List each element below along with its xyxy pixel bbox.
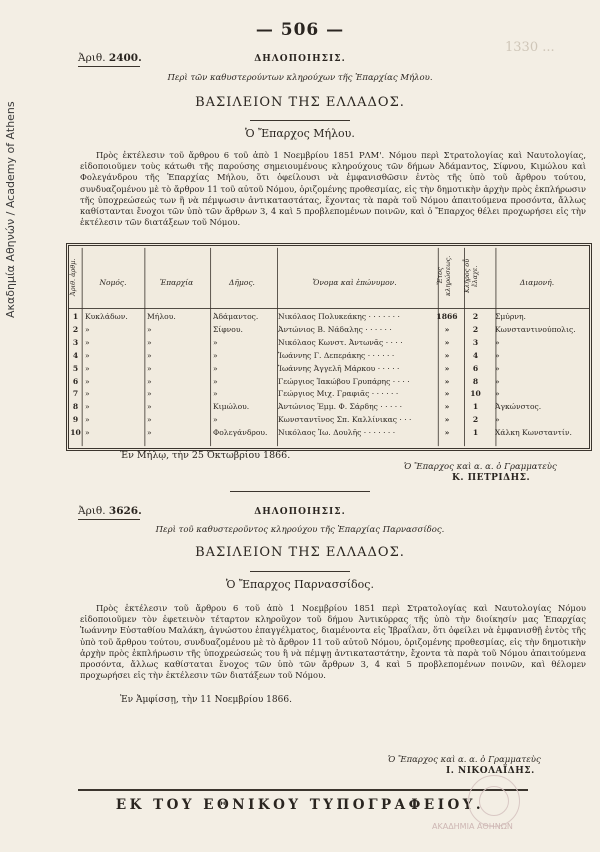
th-name: Ὄνομα καὶ ἐπώνυμον.: [312, 278, 397, 287]
table-row: [69, 389, 583, 402]
cell-name: Γεώργιος Ἰακώβου Γρυπάρης · · · ·: [278, 376, 410, 386]
notice2-signature-role: Ὁ Ἔπαρχος καὶ α. α. ὁ Γραμματεὺς: [388, 755, 541, 765]
cell-dimos: »: [213, 350, 218, 360]
cell-eparchia: Μήλου.: [147, 312, 176, 321]
table-row: [69, 415, 583, 428]
th-nomos: Νομός.: [99, 278, 127, 287]
cell-name: Νικόλαος Πολυκεάκης · · · · · · ·: [278, 312, 400, 321]
cell-kliros: 3: [472, 337, 479, 347]
cell-eparchia: »: [147, 324, 152, 334]
cell-nomos: »: [85, 415, 90, 425]
table-row: [69, 377, 583, 390]
th-dimos: Δῆμος.: [229, 278, 255, 287]
cell-serial: 7: [72, 389, 79, 399]
notice1-date: Ἐν Μήλῳ, τὴν 25 Ὀκτωβρίου 1866.: [120, 450, 291, 461]
cell-eparchia: »: [147, 389, 152, 399]
cell-name: Γεώργιος Μιχ. Γραφιᾶς · · · · · ·: [278, 389, 399, 399]
cell-dimos: »: [213, 376, 218, 386]
notice2-kingdom-heading: ΒΑΣΙΛΕΙΟΝ ΤΗΣ ΕΛΛΑΔΟΣ.: [195, 545, 405, 560]
cell-year: »: [444, 337, 450, 347]
notice1-number-underline: [78, 66, 140, 67]
cell-nomos: »: [85, 402, 90, 412]
cell-eparchia: »: [147, 363, 152, 373]
table-row: [69, 325, 583, 338]
printer-footer: ΕΚ ΤΟΥ ΕΘΝΙΚΟΥ ΤΥΠΟΓΡΑΦΕΙΟΥ.: [115, 797, 485, 813]
cell-year: »: [444, 376, 450, 386]
cell-kliros: 2: [472, 324, 479, 334]
cell-year: »: [444, 350, 450, 360]
cell-eparchia: »: [147, 415, 152, 425]
academy-stamp-inner-ring: [479, 786, 509, 816]
cell-year: »: [444, 324, 450, 334]
notice1-title: ΔΗΛΟΠΟΙΗΣΙΣ.: [254, 54, 346, 64]
notice1-signature-name: Κ. ΠΕΤΡΙΔΗΣ.: [452, 473, 531, 483]
notice2-number-label: Ἀριθ.: [78, 505, 106, 517]
cell-name: Νικόλαος Ἰω. Δουλῆς · · · · · · ·: [278, 428, 396, 438]
th-eparchia: Ἐπαρχία: [159, 278, 194, 287]
table-row: [69, 338, 583, 351]
cell-kliros: 2: [472, 415, 479, 425]
cell-diamoni: »: [495, 389, 500, 399]
notice1-kingdom-heading: ΒΑΣΙΛΕΙΟΝ ΤΗΣ ΕΛΛΑΔΟΣ.: [195, 95, 405, 110]
cell-nomos: »: [85, 350, 90, 360]
notice2-number-value: 3626.: [108, 505, 142, 517]
notice1-number-label: Ἀριθ.: [78, 52, 106, 64]
table-row: [69, 364, 583, 377]
cell-diamoni: »: [495, 350, 500, 360]
cell-kliros: 6: [472, 363, 479, 373]
cell-serial: 6: [72, 376, 79, 386]
cell-dimos: Σίφνου.: [213, 324, 243, 334]
cell-kliros: 8: [472, 376, 479, 386]
cell-year: »: [444, 389, 450, 399]
cell-eparchia: »: [147, 350, 152, 360]
archive-credit: Ακαδημία Αθηνών / Academy of Athens: [4, 101, 17, 319]
cell-dimos: »: [213, 389, 218, 399]
table-row: [69, 351, 583, 364]
cell-year: »: [444, 402, 450, 412]
cell-nomos: »: [85, 324, 90, 334]
notice2-title: ΔΗΛΟΠΟΙΗΣΙΣ.: [254, 507, 346, 517]
notice1-signature-role: Ὁ Ἔπαρχος καὶ α. α. ὁ Γραμματεὺς: [404, 462, 557, 472]
cell-kliros: 1: [472, 428, 479, 438]
cell-diamoni: Κωνσταντινούπολις.: [495, 324, 576, 334]
notice1-rule: [250, 120, 350, 121]
notice1-subtitle: Περὶ τῶν καθυστερούντων κληρούχων τῆς Ἐπαρχίας Μήλου.: [167, 73, 433, 83]
cell-diamoni: »: [495, 363, 500, 373]
notice2-body: Πρὸς ἐκτέλεσιν τοῦ ἄρθρου 6 τοῦ ἀπὸ 1 Νοεμβρίου 1851 περὶ Στρατολογίας καὶ Ναυτολογίας Νόμου εἰδοποιοῦμεν τὸν ἐφετεινὸν τέταρτον κληροῦχον τοῦ δήμου Ἀντικύρρας τῆς ὑπὸ τὴν διοίκησίν μας Ἐπαρχίας Ἰωάννην Εὐσταθίου Μαλάκη, ἀγνώστου ἐπαγγέλματος, διαμένοντα εἰς Ἰβραΐλαν, ὅτι ὀφείλει νὰ ἐμφανισθῇ ἐντὸς τῆς ὑπὸ τοῦ ἄρθρου τούτου, συνδυαζομένου μὲ τὸ ἄρθρον 11 τοῦ αὐτοῦ Νόμου, ὁριζομένης προθεσμίας, εἰς τὴν δημοτικὴν ἀρχὴν πρὸς ἐκπλήρωσιν τῆς ὑποχρεώσεώς του ἢ νὰ πέμψῃ ἀντικαταστάτην, ἔχοντα τὰ παρὰ τοῦ Νόμου ἀπαιτούμενα προσόντα, ἄλλως καθίσταται ἔνοχος τῶν ὑπὸ τῶν ἄρθρων 3, 4 καὶ 5 προβλεπομένων ποινῶν, καὶ θέλομεν προχωρήσει εἰς τὴν ἐκτέλεσιν τῶν διατάξεων τοῦ Νόμου.: [80, 603, 586, 681]
notice1-table: [66, 243, 592, 451]
cell-serial: 8: [72, 402, 79, 412]
cell-nomos: »: [85, 428, 90, 438]
cell-nomos: Κυκλάδων.: [85, 312, 128, 321]
cell-diamoni: »: [495, 415, 500, 425]
cell-nomos: »: [85, 337, 90, 347]
cell-year: »: [444, 415, 450, 425]
th-kliros: Κλῆρος οὗ ἔλαχε.: [463, 258, 479, 294]
cell-dimos: Φολεγάνδρου.: [213, 428, 268, 438]
notice1-number-value: 2400.: [108, 52, 142, 64]
cell-diamoni: Ἀγκώνστος.: [495, 402, 542, 412]
cell-diamoni: Χάλκη Κωνσταντίν.: [495, 428, 572, 438]
cell-serial: 10: [70, 428, 81, 438]
cell-serial: 1: [72, 312, 79, 321]
cell-kliros: 1: [472, 402, 479, 412]
notice1-prefect: Ὁ Ἔπαρχος Μήλου.: [245, 127, 355, 140]
cell-year: 1866: [436, 312, 458, 321]
cell-name: Ἰωάννης Γ. Δεπεράκης · · · · · ·: [278, 350, 395, 360]
notice2-signature-name: Ι. ΝΙΚΟΛΑΪΔΗΣ.: [446, 766, 535, 776]
notice2-number-underline: [78, 519, 140, 520]
notice2-subtitle: Περὶ τοῦ καθυστεροῦντος κληρούχου τῆς Ἐπαρχίας Παρνασσίδος.: [155, 525, 445, 535]
cell-year: »: [444, 428, 450, 438]
th-serial: Ἀριθ. ἀρθμ.: [69, 258, 77, 296]
academy-stamp: ΑΚΑΔΗΜΙΑ ΑΘΗΝΩΝ: [432, 822, 513, 831]
cell-eparchia: »: [147, 428, 152, 438]
cell-year: »: [444, 363, 450, 373]
cell-diamoni: »: [495, 337, 500, 347]
cell-nomos: »: [85, 376, 90, 386]
table-row: [69, 428, 583, 441]
notice2-prefect: Ὁ Ἔπαρχος Παρνασσίδος.: [226, 578, 374, 591]
cell-name: Νικόλαος Κωνστ. Ἀντωνᾶς · · · ·: [278, 337, 403, 347]
th-diamoni: Διαμονή.: [519, 278, 555, 287]
notice1-body: Πρὸς ἐκτέλεσιν τοῦ ἄρθρου 6 τοῦ ἀπὸ 1 Νοεμβρίου 1851 ΡΛΜ'. Νόμου περὶ Στρατολογίας καὶ Ναυτολογίας, εἰδοποιοῦμεν τοὺς κάτωθι τῆς παρούσης σημειουμένους κληρούχους τῶν δήμων Ἀδάμαντος, Σίφνου, Κιμώλου καὶ Φολεγάνδρου τῆς Ἐπαρχίας Μήλου, ὅτι ὀφείλουσι νὰ ἐμφανισθῶσιν ἐντὸς τῆς ὑπὸ τοῦ ἄρθρου τούτου, συνδυαζομένου μὲ τὸ ἄρθρον 11 τοῦ αὐτοῦ Νόμου, ὁριζομένης προθεσμίας, εἰς τὴν δημοτικὴν ἀρχὴν πρὸς ἐκπλήρωσιν τῆς ὑποχρεώσεώς των ἢ νὰ πέμψωσιν ἀντικαταστάτας, ἔχοντας τὰ παρὰ τοῦ Νόμου ἀπαιτούμενα προσόντα, ἄλλως καθίστανται ἔνοχοι τῶν ὑπὸ τῶν ἄρθρων 3, 4 καὶ 5 προβλεπομένων ποινῶν, καὶ ὁ Ἔπαρχος θέλει προχωρήσει εἰς τὴν ἐκτέλεσιν τῶν διατάξεων τοῦ Νόμου.: [80, 150, 586, 228]
cell-kliros: 4: [472, 350, 479, 360]
cell-eparchia: »: [147, 376, 152, 386]
cell-dimos: »: [213, 363, 218, 373]
table-row: [69, 312, 583, 325]
cell-serial: 2: [72, 324, 79, 334]
page-number: — 506 —: [255, 20, 345, 40]
cell-diamoni: »: [495, 376, 500, 386]
academy-stamp-seal: [468, 775, 520, 827]
cell-dimos: Κιμώλου.: [213, 402, 250, 412]
cell-name: Ἀντώνιος Β. Νάδαλης · · · · · ·: [278, 324, 392, 334]
cell-name: Ἰωάννης Ἀγγελῆ Μάρκου · · · · ·: [278, 363, 400, 373]
notice2-rule: [250, 571, 350, 572]
notice-separator: [230, 491, 370, 492]
table-row: [69, 402, 583, 415]
cell-serial: 3: [72, 337, 79, 347]
cell-diamoni: Σμύρνη.: [495, 312, 526, 321]
cell-eparchia: »: [147, 337, 152, 347]
cell-nomos: »: [85, 389, 90, 399]
ghost-page-number: 1330 ...: [505, 40, 555, 55]
footer-rule: [78, 789, 528, 791]
cell-dimos: »: [213, 415, 218, 425]
cell-dimos: Ἀδάμαντος.: [213, 312, 259, 321]
notice2-date: Ἐν Ἀμφίσσῃ, τὴν 11 Νοεμβρίου 1866.: [120, 695, 292, 705]
cell-kliros: 2: [472, 312, 479, 321]
cell-name: Κωνσταντῖνος Σπ. Καλλίνικας · · ·: [278, 415, 412, 425]
cell-serial: 5: [72, 363, 79, 373]
th-year: Ἔτος κληρώσεως.: [436, 255, 452, 297]
cell-nomos: »: [85, 363, 90, 373]
cell-serial: 9: [72, 415, 79, 425]
cell-dimos: »: [213, 337, 218, 347]
cell-eparchia: »: [147, 402, 152, 412]
cell-serial: 4: [72, 350, 79, 360]
cell-kliros: 10: [470, 389, 481, 399]
cell-name: Ἀντώνιος Ἐμμ. Φ. Σάρδης · · · · ·: [278, 402, 403, 412]
